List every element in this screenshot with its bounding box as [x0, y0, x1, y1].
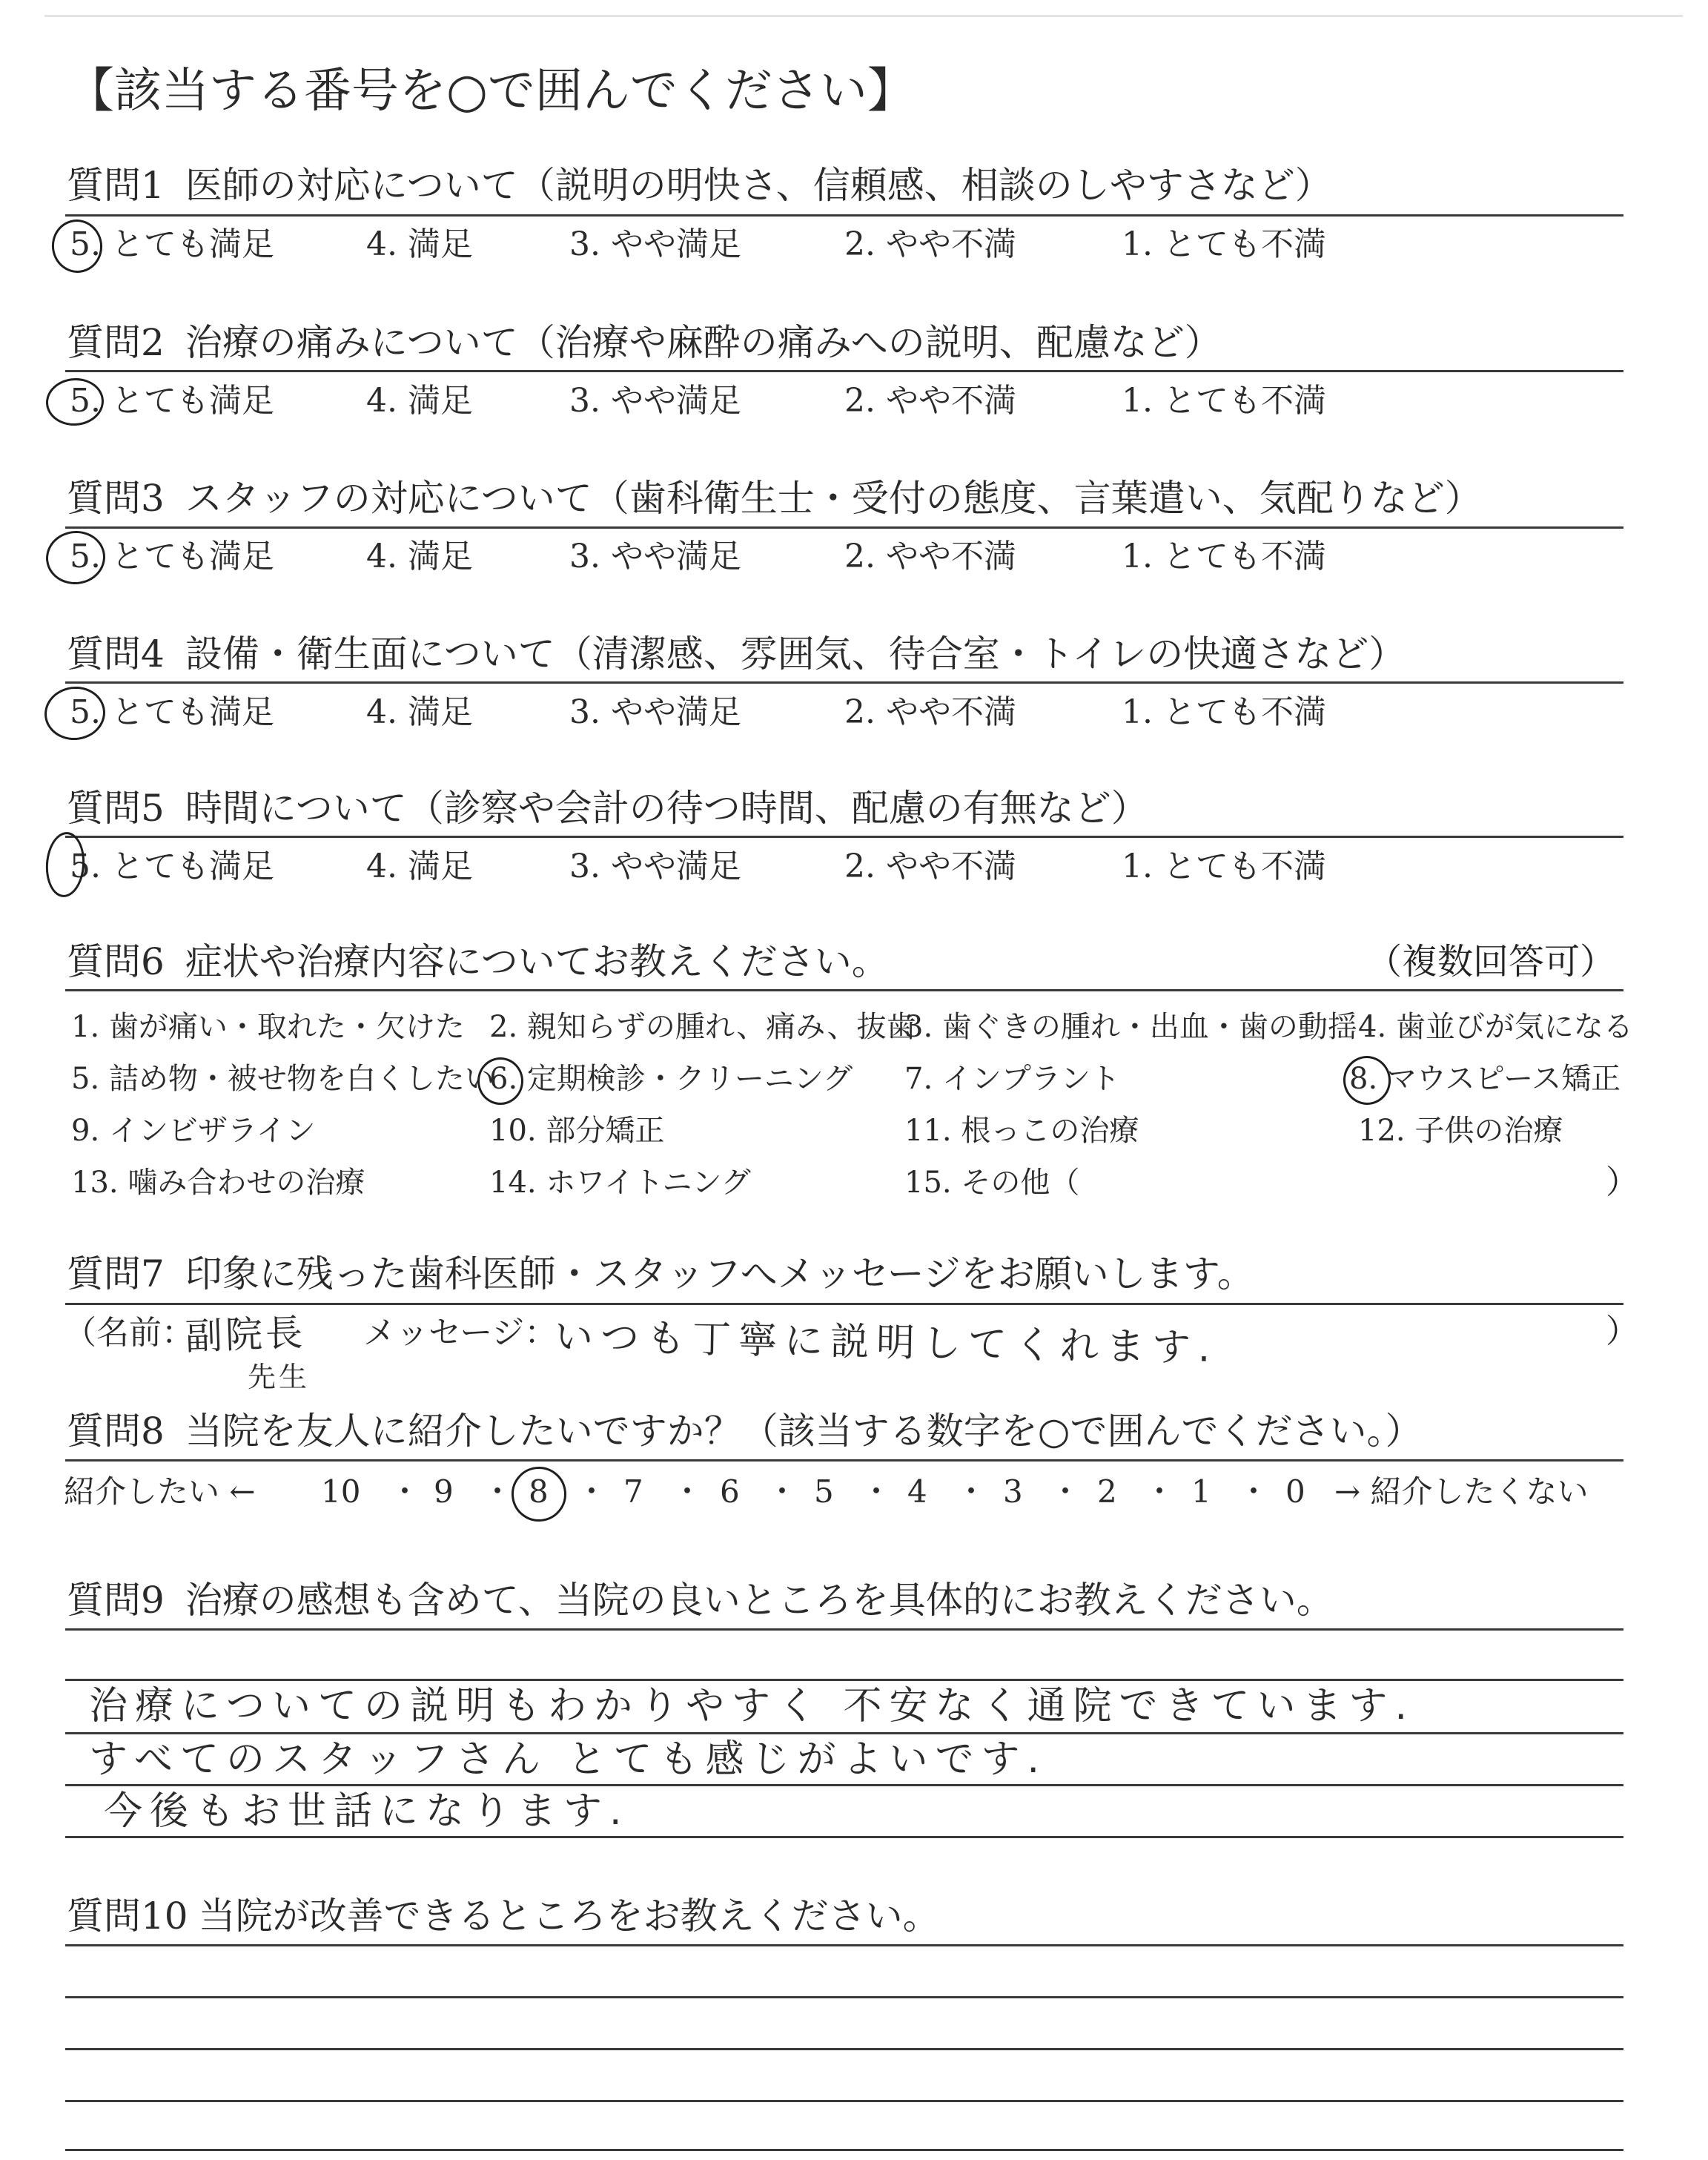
question-5-title: [67, 785, 1148, 832]
top-divider: [44, 15, 1683, 17]
q8-separator-dot: ・: [1144, 1473, 1176, 1510]
question-10-rule: [65, 1944, 1623, 1946]
question-2-title: [67, 319, 1222, 366]
question-5-text: 時間について（診察や会計の待つ時間、配慮の有無など）: [185, 787, 1148, 830]
q4-option-3[interactable]: 3. やや満足: [569, 693, 741, 731]
q6-item-7[interactable]: 7. インプラント: [904, 1062, 1120, 1096]
q9-handwritten-answer-line-1[interactable]: 治療についての説明もわかりやすく 不安なく通院できています.: [89, 1684, 1415, 1728]
question-8-title: [67, 1407, 1422, 1455]
q8-number-6[interactable]: 6: [720, 1473, 740, 1510]
q4-option-2[interactable]: 2. やや不満: [844, 693, 1016, 731]
q1-option-4[interactable]: 4. 満足: [366, 225, 473, 263]
question-2-rule: [65, 370, 1623, 372]
q8-separator-dot: ・: [956, 1473, 987, 1510]
q8-number-3[interactable]: 3: [1003, 1473, 1023, 1510]
q8-number-2[interactable]: 2: [1097, 1473, 1117, 1510]
q6-item-15[interactable]: 15. その他（: [904, 1166, 1080, 1200]
q8-left-label: 紹介したい ←: [64, 1473, 256, 1510]
question-4-text: 設備・衛生面について（清潔感、雰囲気、待合室・トイレの快適さなど）: [185, 633, 1406, 676]
q8-separator-dot: ・: [1238, 1473, 1270, 1510]
question-4-number: 質問4: [67, 633, 165, 676]
question-3-text: スタッフの対応について（歯科衛生士・受付の態度、言葉遣い、気配りなど）: [185, 477, 1482, 520]
q8-separator-dot: ・: [1050, 1473, 1082, 1510]
q6-item-4[interactable]: 4. 歯並びが気になる: [1358, 1010, 1633, 1044]
question-3-number: 質問3: [67, 477, 165, 520]
question-2-number: 質問2: [67, 321, 165, 364]
question-9-rule: [65, 1628, 1623, 1631]
q4-option-4[interactable]: 4. 満足: [366, 693, 473, 731]
q10-answer-line: [65, 1996, 1623, 1998]
question-8-number: 質問8: [67, 1410, 165, 1453]
q8-number-10[interactable]: 10: [321, 1473, 361, 1510]
question-1-number: 質問1: [67, 164, 165, 207]
q7-message-label: メッセージ：: [363, 1314, 557, 1352]
q1-option-3[interactable]: 3. やや満足: [569, 225, 741, 263]
question-8-text: 当院を友人に紹介したいですか？（該当する数字を○で囲んでください。）: [185, 1410, 1423, 1453]
q1-option-5[interactable]: 5. とても満足: [70, 225, 274, 263]
q8-number-5[interactable]: 5: [814, 1473, 834, 1510]
q7-handwritten-name[interactable]: 副院長: [185, 1311, 306, 1358]
q6-item-3[interactable]: 3. 歯ぐきの腫れ・出血・歯の動揺: [904, 1010, 1357, 1044]
q6-item-12[interactable]: 12. 子供の治療: [1358, 1114, 1563, 1148]
q2-option-5[interactable]: 5. とても満足: [70, 382, 274, 420]
question-7-number: 質問7: [67, 1252, 165, 1295]
question-2-text: 治療の痛みについて（治療や麻酔の痛みへの説明、配慮など）: [185, 321, 1222, 364]
question-6-number: 質問6: [67, 940, 165, 983]
question-10-number: 質問10: [67, 1895, 188, 1938]
q8-number-8[interactable]: 8: [529, 1473, 549, 1510]
question-1-text: 医師の対応について（説明の明快さ、信頼感、相談のしやすさなど）: [185, 164, 1332, 207]
q6-other-close-paren: ）: [1606, 1163, 1638, 1201]
q6-item-8[interactable]: 8. マウスピース矯正: [1349, 1062, 1621, 1096]
form-heading: 【該当する番号を○で囲んでください】: [67, 64, 915, 119]
q6-item-6[interactable]: 6. 定期検診・クリーニング: [489, 1062, 853, 1096]
q8-separator-dot: ・: [672, 1473, 704, 1510]
question-7-title: [67, 1250, 1254, 1298]
q8-separator-dot: ・: [767, 1473, 798, 1510]
q6-item-5[interactable]: 5. 詰め物・被せ物を白くしたい: [71, 1062, 494, 1096]
question-8-rule: [65, 1459, 1623, 1462]
q5-option-5[interactable]: 5. とても満足: [70, 848, 274, 885]
q3-option-1[interactable]: 1. とても不満: [1122, 538, 1326, 575]
q3-option-4[interactable]: 4. 満足: [366, 538, 473, 575]
q6-item-6-selection-circle: [477, 1057, 523, 1105]
q2-option-2[interactable]: 2. やや不満: [844, 382, 1016, 420]
q10-answer-line: [65, 2100, 1623, 2102]
q6-item-1[interactable]: 1. 歯が痛い・取れた・欠けた: [71, 1010, 465, 1044]
q8-right-label: → 紹介したくない: [1334, 1473, 1589, 1510]
question-10-title: [67, 1892, 940, 1940]
q8-separator-dot: ・: [389, 1473, 421, 1510]
question-5-rule: [65, 836, 1623, 838]
question-1-rule: [65, 214, 1623, 217]
question-6-rule: [65, 989, 1623, 991]
question-5-number: 質問5: [67, 787, 165, 830]
q8-separator-dot: ・: [861, 1473, 893, 1510]
q8-number-9[interactable]: 9: [434, 1473, 454, 1510]
q10-answer-line: [65, 2149, 1623, 2151]
q8-number-1[interactable]: 1: [1191, 1473, 1211, 1510]
q5-selection-circle: [44, 830, 87, 898]
q7-close-paren: ）: [1606, 1312, 1638, 1350]
q1-option-1[interactable]: 1. とても不満: [1122, 225, 1326, 263]
question-4-title: [67, 630, 1406, 678]
question-9-title: [67, 1576, 1334, 1624]
q8-separator-dot: ・: [482, 1473, 514, 1510]
q6-item-13[interactable]: 13. 噛み合わせの治療: [71, 1166, 365, 1200]
q5-option-4[interactable]: 4. 満足: [366, 848, 473, 885]
question-3-title: [67, 475, 1482, 522]
q1-option-2[interactable]: 2. やや不満: [844, 225, 1016, 263]
q5-option-3[interactable]: 3. やや満足: [569, 848, 741, 885]
q8-number-4[interactable]: 4: [907, 1473, 927, 1510]
q6-item-10[interactable]: 10. 部分矯正: [489, 1114, 665, 1148]
q3-option-3[interactable]: 3. やや満足: [569, 538, 741, 575]
question-3-rule: [65, 526, 1623, 529]
q3-option-5[interactable]: 5. とても満足: [70, 538, 274, 575]
q8-separator-dot: ・: [576, 1473, 608, 1510]
question-6-text: 症状や治療内容についてお教えください。: [185, 940, 889, 983]
q6-item-9[interactable]: 9. インビザライン: [71, 1114, 316, 1148]
q7-name-label: （名前：: [64, 1314, 194, 1352]
question-6-title: [67, 938, 889, 985]
q2-option-4[interactable]: 4. 満足: [366, 382, 473, 420]
q7-handwritten-message[interactable]: いつも丁寧に説明してくれます.: [554, 1315, 1218, 1371]
question-6-multiple-note: （複数回答可）: [1366, 941, 1615, 982]
question-4-rule: [65, 681, 1623, 684]
q10-answer-line: [65, 2048, 1623, 2050]
q9-handwritten-answer-line-2[interactable]: すべてのスタッフさん とても感じがよいです.: [89, 1737, 1047, 1782]
q3-option-2[interactable]: 2. やや不満: [844, 538, 1016, 575]
q6-item-11[interactable]: 11. 根っこの治療: [904, 1114, 1139, 1148]
question-7-rule: [65, 1303, 1623, 1305]
q8-number-0[interactable]: 0: [1285, 1473, 1305, 1510]
q4-option-5[interactable]: 5. とても満足: [70, 693, 274, 731]
question-1-title: [67, 162, 1332, 209]
question-9-text: 治療の感想も含めて、当院の良いところを具体的にお教えください。: [185, 1579, 1334, 1622]
question-10-text: 当院が改善できるところをお教えください。: [198, 1895, 940, 1938]
q5-option-1[interactable]: 1. とても不満: [1122, 848, 1326, 885]
q7-handwritten-name-suffix[interactable]: 先生: [248, 1361, 311, 1393]
q4-option-1[interactable]: 1. とても不満: [1122, 693, 1326, 731]
q6-item-14[interactable]: 14. ホワイトニング: [489, 1166, 751, 1200]
q2-option-1[interactable]: 1. とても不満: [1122, 382, 1326, 420]
q8-number-7[interactable]: 7: [623, 1473, 643, 1510]
q2-option-3[interactable]: 3. やや満足: [569, 382, 741, 420]
q9-handwritten-answer-line-3[interactable]: 今後もお世話になります.: [104, 1789, 629, 1834]
question-9-number: 質問9: [67, 1579, 165, 1622]
question-7-text: 印象に残った歯科医師・スタッフへメッセージをお願いします。: [185, 1252, 1254, 1295]
q6-item-2[interactable]: 2. 親知らずの腫れ、痛み、抜歯: [489, 1010, 916, 1044]
q5-option-2[interactable]: 2. やや不満: [844, 848, 1016, 885]
q8-selection-circle: [509, 1464, 569, 1524]
